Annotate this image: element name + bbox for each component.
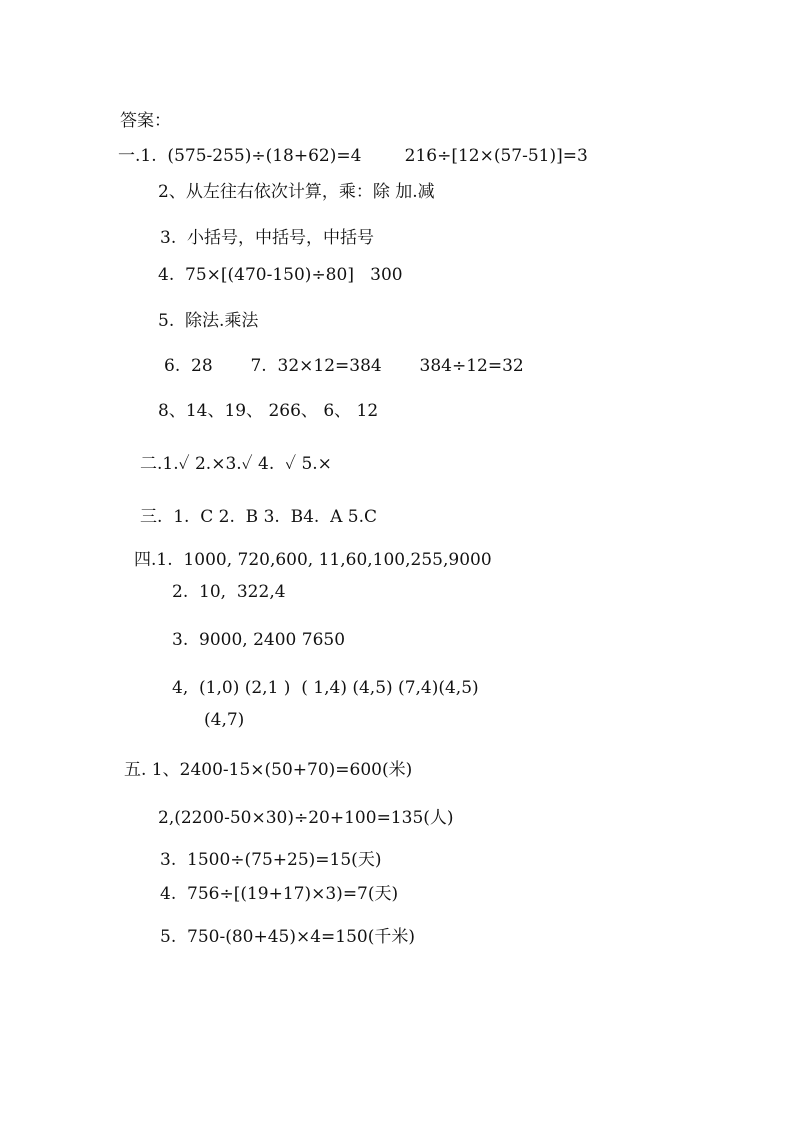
section-5-line-1: 五. 1、2400-15×(50+70)=600(米) xyxy=(124,760,413,780)
section-4-line-1: 四.1. 1000, 720,600, 11,60,100,255,9000 xyxy=(134,550,492,570)
section-4-line-2: 2. 10, 322,4 xyxy=(172,582,286,602)
section-4-line-3: 3. 9000, 2400 7650 xyxy=(172,630,346,650)
section-2-line: 二.1.✓ 2.×3.✓ 4. ✓ 5.× xyxy=(140,454,332,474)
section-5-line-3: 3. 1500÷(75+25)=15(天) xyxy=(160,850,382,870)
section-4-line-4: 4, (1,0) (2,1 ) ( 1,4) (4,5) (7,4)(4,5) xyxy=(172,678,479,698)
answer-title: 答案： xyxy=(120,111,171,131)
section-5-line-5: 5. 750-(80+45)×4=150(千米) xyxy=(160,927,416,947)
section-1-line-7: 8、14、19、 266、 6、 12 xyxy=(158,401,379,421)
section-1-line-4: 4. 75×[(470-150)÷80] 300 xyxy=(158,265,403,285)
section-5-line-4: 4. 756÷[(19+17)×3)=7(天) xyxy=(160,884,399,904)
section-1-line-3: 3. 小括号，中括号，中括号 xyxy=(160,228,375,248)
section-5-line-2: 2,(2200-50×30)÷20+100=135(人) xyxy=(158,808,454,828)
section-1-line-1: 一.1. (575-255)÷(18+62)=4 216÷[12×(57-51)]=3 xyxy=(118,146,588,166)
section-3-line: 三. 1. C 2. B 3. B4. A 5.C xyxy=(140,507,378,527)
section-1-line-2: 2、从左往右依次计算，乘：除 加.减 xyxy=(158,182,435,202)
section-1-line-6: 6. 28 7. 32×12=384 384÷12=32 xyxy=(164,356,524,376)
section-4-line-5: (4,7) xyxy=(204,710,245,730)
section-1-line-5: 5. 除法.乘法 xyxy=(158,311,259,331)
